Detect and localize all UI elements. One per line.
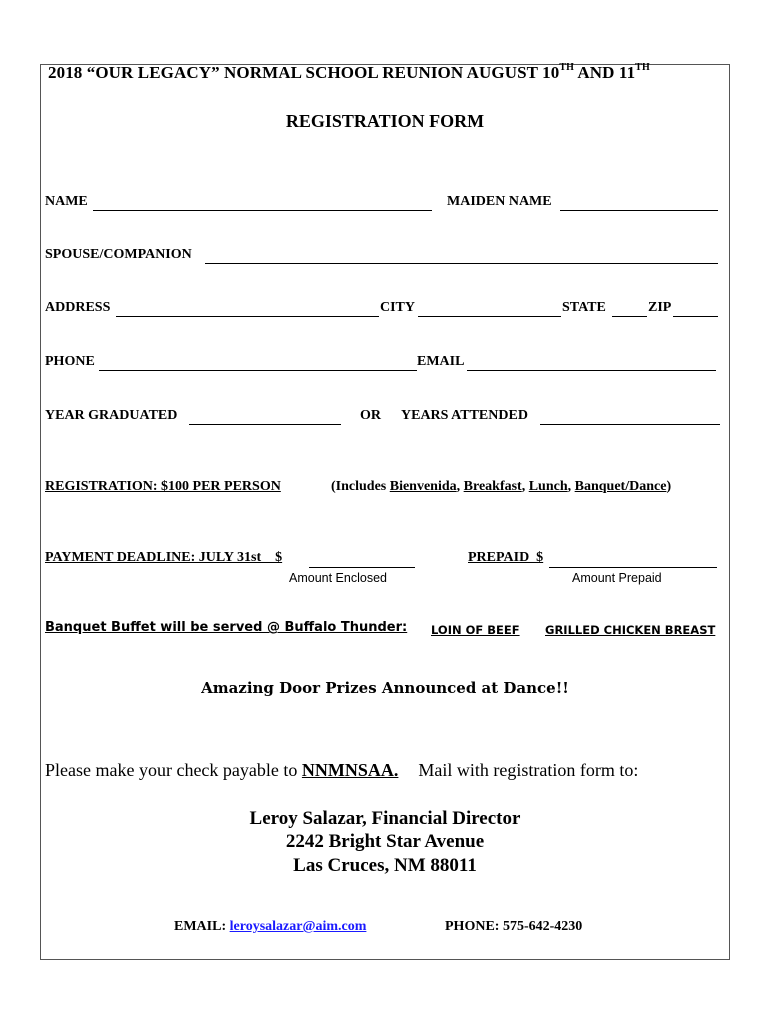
email-field[interactable] (467, 370, 716, 371)
include-item-lunch: Lunch (528, 479, 568, 494)
include-sep-1: , (456, 479, 464, 494)
recipient-street: 2242 Bright Star Avenue (285, 831, 485, 852)
recipient-city: Las Cruces, NM 88011 (293, 855, 477, 876)
amount-prepaid-note: Amount Prepaid (572, 571, 662, 585)
year-graduated-label: YEAR GRADUATED (45, 408, 178, 423)
form-subtitle: REGISTRATION FORM (285, 111, 485, 131)
registration-fee: REGISTRATION: $100 PER PERSON (45, 479, 281, 494)
include-item-bienvenida: Bienvenida (389, 479, 457, 494)
state-label: STATE (562, 300, 606, 315)
year-graduated-field[interactable] (189, 424, 341, 425)
title-text-mid: AND 11 (574, 63, 636, 82)
title-text-main: 2018 “OUR LEGACY” NORMAL SCHOOL REUNION AUGUST 10 (48, 63, 560, 82)
amount-enclosed-note: Amount Enclosed (289, 571, 387, 585)
door-prizes-text: Amazing Door Prizes Announced at Dance!! (201, 679, 569, 697)
address-field[interactable] (116, 316, 379, 317)
or-label: OR (360, 408, 381, 423)
recipient-name: Leroy Salazar, Financial Director (249, 808, 521, 829)
years-attended-field[interactable] (540, 424, 720, 425)
spouse-label: SPOUSE/COMPANION (45, 247, 192, 262)
check-payable-text (45, 760, 638, 781)
banquet-text: Banquet Buffet will be served @ Buffalo Thunder: (45, 620, 408, 635)
registration-includes (331, 479, 671, 495)
zip-field[interactable] (673, 316, 718, 317)
include-sep-3: , (567, 479, 575, 494)
payment-deadline-label: PAYMENT DEADLINE: JULY 31st__$ (45, 550, 283, 565)
address-label: ADDRESS (45, 300, 111, 315)
name-label: NAME (45, 194, 88, 209)
contact-phone: PHONE: 575-642-4230 (445, 919, 583, 934)
mail-text: Mail with registration form to: (418, 760, 639, 780)
include-item-breakfast: Breakfast (463, 479, 522, 494)
email-label: EMAIL (417, 354, 465, 369)
zip-label: ZIP (648, 300, 672, 315)
years-attended-label: YEARS ATTENDED (401, 408, 528, 423)
prepaid-label: PREPAID_$ (468, 550, 544, 565)
includes-open: (Includes (331, 479, 390, 494)
name-field[interactable] (93, 210, 432, 211)
check-text: Please make your check payable to (45, 760, 302, 780)
contact-email (174, 919, 366, 935)
include-sep-2: , (521, 479, 529, 494)
maiden-name-label: MAIDEN NAME (447, 194, 552, 209)
city-field[interactable] (418, 316, 561, 317)
maiden-name-field[interactable] (560, 210, 718, 211)
city-label: CITY (380, 300, 416, 315)
form-title (48, 63, 650, 83)
include-item-banquet: Banquet/Dance (574, 479, 667, 494)
spouse-field[interactable] (205, 263, 718, 264)
contact-email-link[interactable]: leroysalazar@aim.com (229, 919, 367, 934)
meal-option-beef: LOIN OF BEEF (431, 623, 520, 637)
state-field[interactable] (612, 316, 647, 317)
contact-email-label: EMAIL: (174, 919, 227, 934)
includes-close: ) (666, 479, 672, 494)
phone-field[interactable] (99, 370, 417, 371)
phone-label: PHONE (45, 354, 95, 369)
title-sup-1: TH (559, 62, 575, 73)
amount-enclosed-field[interactable] (309, 567, 415, 568)
payee-name: NNMNSAA. (301, 760, 399, 780)
amount-prepaid-field[interactable] (549, 567, 717, 568)
meal-option-chicken: GRILLED CHICKEN BREAST (545, 623, 716, 637)
title-sup-2: TH (635, 62, 650, 73)
